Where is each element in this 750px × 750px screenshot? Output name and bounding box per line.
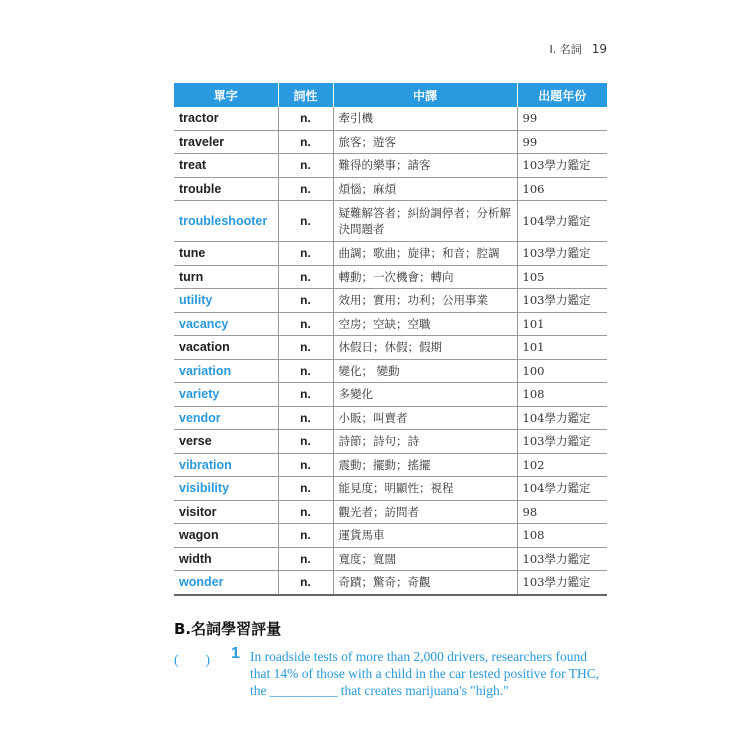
exam-year: 103學力鑑定 [517, 547, 607, 571]
table-row [174, 130, 607, 154]
vocab-word: turn [174, 265, 278, 289]
table-row [174, 430, 607, 454]
answer-parentheses[interactable]: ( ) [174, 652, 210, 667]
part-of-speech: n. [278, 154, 333, 178]
exam-year: 99 [517, 107, 607, 130]
chinese-translation: 牽引機 [333, 107, 517, 130]
exam-year: 104學力鑑定 [517, 406, 607, 430]
exam-year: 103學力鑑定 [517, 242, 607, 266]
part-of-speech: n. [278, 406, 333, 430]
part-of-speech: n. [278, 524, 333, 548]
part-of-speech: n. [278, 201, 333, 242]
vocabulary-table [174, 83, 607, 596]
table-row [174, 500, 607, 524]
question-text: In roadside tests of more than 2,000 drivers, researchers found that 14% of those with a child in the car tested positive for THC, the __________ that creates marijuana's "high." [250, 649, 600, 698]
exam-year: 105 [517, 265, 607, 289]
table-row [174, 406, 607, 430]
chinese-translation: 詩節；詩句；詩 [333, 430, 517, 454]
header-word: 單字 [174, 83, 278, 107]
table-row [174, 547, 607, 571]
exam-year: 101 [517, 336, 607, 360]
vocab-word: wonder [174, 571, 278, 595]
exam-year: 104學力鑑定 [517, 201, 607, 242]
exam-year: 102 [517, 453, 607, 477]
chinese-translation: 運貨馬車 [333, 524, 517, 548]
table-row [174, 383, 607, 407]
exam-year: 103學力鑑定 [517, 154, 607, 178]
chinese-translation: 變化； 變動 [333, 359, 517, 383]
table-row [174, 571, 607, 595]
vocab-word: troubleshooter [174, 201, 278, 242]
part-of-speech: n. [278, 500, 333, 524]
exam-year: 103學力鑑定 [517, 289, 607, 313]
part-of-speech: n. [278, 289, 333, 313]
part-of-speech: n. [278, 265, 333, 289]
part-of-speech: n. [278, 571, 333, 595]
part-of-speech: n. [278, 242, 333, 266]
table-header-row [174, 83, 607, 107]
vocab-word: tune [174, 242, 278, 266]
chinese-translation: 曲調；歌曲；旋律；和音；腔調 [333, 242, 517, 266]
part-of-speech: n. [278, 130, 333, 154]
chinese-translation: 旅客；遊客 [333, 130, 517, 154]
part-of-speech: n. [278, 453, 333, 477]
chinese-translation: 難得的樂事；請客 [333, 154, 517, 178]
chinese-translation: 能見度；明顯性；視程 [333, 477, 517, 501]
vocab-word: tractor [174, 107, 278, 130]
vocab-word: visitor [174, 500, 278, 524]
vocab-word: variety [174, 383, 278, 407]
table-row [174, 177, 607, 201]
exam-year: 108 [517, 383, 607, 407]
table-row [174, 336, 607, 360]
vocab-word: wagon [174, 524, 278, 548]
chinese-translation: 寬度；寬闊 [333, 547, 517, 571]
vocab-word: treat [174, 154, 278, 178]
vocab-word: vacation [174, 336, 278, 360]
vocab-word: visibility [174, 477, 278, 501]
exam-year: 99 [517, 130, 607, 154]
header-translation: 中譯 [333, 83, 517, 107]
chinese-translation: 震動；擺動；搖擺 [333, 453, 517, 477]
chapter-label: I. 名詞 [549, 43, 582, 56]
part-of-speech: n. [278, 336, 333, 360]
table-row [174, 453, 607, 477]
chinese-translation: 多變化 [333, 383, 517, 407]
chinese-translation: 疑難解答者；糾紛調停者；分析解決問題者 [333, 201, 517, 242]
header-year: 出題年份 [517, 83, 607, 107]
chinese-translation: 奇蹟；驚奇；奇觀 [333, 571, 517, 595]
exam-year: 106 [517, 177, 607, 201]
exam-year: 108 [517, 524, 607, 548]
vocab-word: trouble [174, 177, 278, 201]
exam-year: 104學力鑑定 [517, 477, 607, 501]
table-row [174, 289, 607, 313]
vocab-word: traveler [174, 130, 278, 154]
chinese-translation: 效用；實用；功利；公用事業 [333, 289, 517, 313]
vocab-word: utility [174, 289, 278, 313]
part-of-speech: n. [278, 359, 333, 383]
part-of-speech: n. [278, 312, 333, 336]
table-row [174, 201, 607, 242]
chinese-translation: 煩惱；麻煩 [333, 177, 517, 201]
table-row [174, 107, 607, 130]
table-row [174, 242, 607, 266]
table-row [174, 312, 607, 336]
vocab-word: vibration [174, 453, 278, 477]
part-of-speech: n. [278, 477, 333, 501]
vocab-word: vendor [174, 406, 278, 430]
vocab-word: vacancy [174, 312, 278, 336]
vocab-word: width [174, 547, 278, 571]
exam-year: 100 [517, 359, 607, 383]
table-row [174, 154, 607, 178]
exam-year: 98 [517, 500, 607, 524]
part-of-speech: n. [278, 547, 333, 571]
chinese-translation: 轉動；一次機會；轉向 [333, 265, 517, 289]
table-row [174, 524, 607, 548]
table-row [174, 265, 607, 289]
table-row [174, 477, 607, 501]
page-number: 19 [591, 42, 607, 56]
page-header [549, 41, 607, 57]
part-of-speech: n. [278, 383, 333, 407]
exam-year: 101 [517, 312, 607, 336]
table-row [174, 359, 607, 383]
header-pos: 詞性 [278, 83, 333, 107]
part-of-speech: n. [278, 177, 333, 201]
chinese-translation: 空房；空缺；空職 [333, 312, 517, 336]
chinese-translation: 休假日；休假；假期 [333, 336, 517, 360]
chinese-translation: 觀光者；訪問者 [333, 500, 517, 524]
table-body [174, 107, 607, 595]
vocab-word: variation [174, 359, 278, 383]
exam-year: 103學力鑑定 [517, 571, 607, 595]
exam-year: 103學力鑑定 [517, 430, 607, 454]
question-number: 1 [231, 645, 240, 662]
part-of-speech: n. [278, 107, 333, 130]
chinese-translation: 小販；叫賣者 [333, 406, 517, 430]
part-of-speech: n. [278, 430, 333, 454]
section-title: B.名詞學習評量 [174, 620, 282, 638]
vocab-word: verse [174, 430, 278, 454]
